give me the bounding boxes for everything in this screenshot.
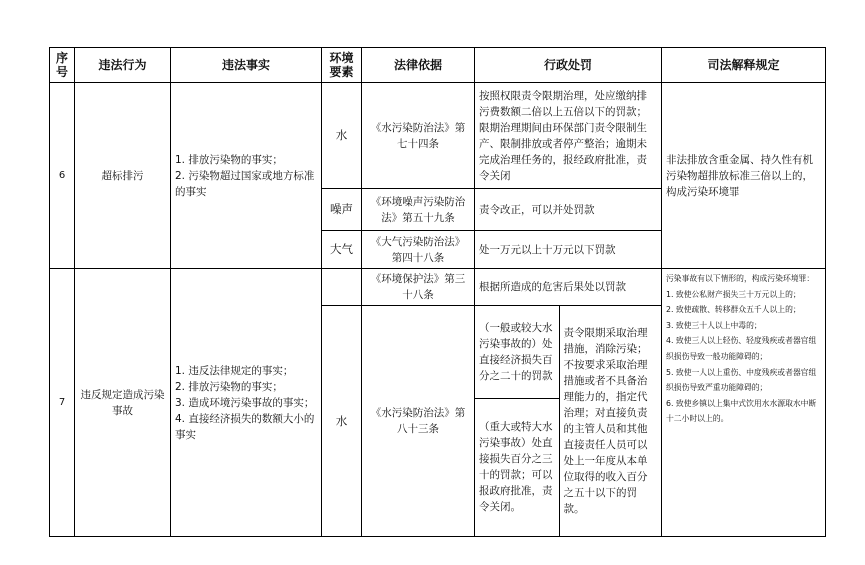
judicial-cell: 非法排放含重金属、持久性有机污染物超排放标准三倍以上的，构成污染环境罪 — [662, 83, 826, 269]
basis-cell: 《环境噪声污染防治法》第五十九条 — [362, 189, 475, 231]
penalty-split-cell — [475, 306, 662, 537]
fact-item: 3. 造成环境污染事故的事实； — [175, 396, 315, 409]
penalty-cell: 处一万元以上十万元以下罚款 — [475, 231, 662, 269]
row-behavior: 超标排污 — [75, 83, 171, 269]
basis-cell: 《环境保护法》第三十八条 — [362, 269, 475, 306]
element-cell: 大气 — [322, 231, 362, 269]
judicial-item: 3. 致使三十人以上中毒的； — [666, 320, 762, 330]
fact-item: 2. 排放污染物的事实； — [175, 380, 283, 393]
header-element: 环境 要素 — [322, 48, 362, 83]
row-behavior: 违反规定造成污染事故 — [75, 269, 171, 537]
header-judicial: 司法解释规定 — [662, 48, 826, 83]
judicial-item: 2. 致使疏散、转移群众五千人以上的； — [666, 305, 801, 315]
header-basis: 法律依据 — [362, 48, 475, 83]
fact-item: 2. 污染物超过国家或地方标准的事实 — [175, 169, 315, 198]
basis-cell: 《水污染防治法》第七十四条 — [362, 83, 475, 189]
element-cell: 水 — [322, 83, 362, 189]
judicial-item: 6. 致使乡镇以上集中式饮用水水源取水中断十二小时以上的。 — [666, 398, 817, 424]
judicial-cell — [662, 269, 826, 537]
element-cell: 水 — [322, 306, 362, 537]
table-row — [50, 83, 826, 189]
penalty-cell: 根据所造成的危害后果处以罚款 — [475, 269, 662, 306]
table-row — [50, 269, 826, 306]
judicial-item: 污染事故有以下情形的，构成污染环境罪： — [666, 274, 815, 283]
row-facts — [171, 269, 322, 537]
judicial-item: 1. 致使公私财产损失三十万元以上的； — [666, 289, 801, 299]
judicial-item: 5. 致使一人以上重伤、中度残疾或者器官组织损伤导致严重功能障碍的； — [666, 367, 817, 393]
element-cell-empty — [322, 269, 362, 306]
penalty-cell: 按照权限责令限期治理，处应缴纳排污费数额二倍以上五倍以下的罚款；限期治理期间由环保部门责令限制生产、限制排放或者停产整治；逾期未完成治理任务的，报经政府批准，责令关闭 — [475, 83, 662, 189]
penalty-table-container — [49, 47, 826, 537]
penalty-cell: 责令改正，可以并处罚款 — [475, 189, 662, 231]
fact-item: 1. 排放污染物的事实； — [175, 153, 283, 166]
element-cell: 噪声 — [322, 189, 362, 231]
header-facts: 违法事实 — [171, 48, 322, 83]
penalty-subtable — [475, 306, 661, 536]
penalty-general: （一般或较大水污染事故的）处直接经济损失百分之二十的罚款 — [475, 306, 559, 398]
header-penalty: 行政处罚 — [475, 48, 662, 83]
basis-cell: 《水污染防治法》第八十三条 — [362, 306, 475, 537]
penalty-other: 责令限期采取治理措施，消除污染；不按要求采取治理措施或者不具备治理能力的，指定代治理；对直接负责的主管人员和其他直接责任人员可以处上一年度从本单位取得的收入百分之五十以下的罚款。 — [559, 306, 661, 536]
row-index: 7 — [50, 269, 75, 537]
header-behavior: 违法行为 — [75, 48, 171, 83]
penalty-table — [49, 47, 826, 537]
fact-item: 1. 违反法律规定的事实； — [175, 364, 294, 377]
header-index: 序 号 — [50, 48, 75, 83]
fact-item: 4. 直接经济损失的数额大小的事实 — [175, 412, 315, 441]
basis-cell: 《大气污染防治法》第四十八条 — [362, 231, 475, 269]
header-row — [50, 48, 826, 83]
row-index: 6 — [50, 83, 75, 269]
penalty-major: （重大或特大水污染事故）处直接损失百分之三十的罚款；可以报政府批准，责令关闭。 — [475, 398, 559, 536]
row-facts — [171, 83, 322, 269]
judicial-item: 4. 致使三人以上轻伤、轻度残疾或者器官组织损伤导致一般功能障碍的； — [666, 336, 817, 361]
